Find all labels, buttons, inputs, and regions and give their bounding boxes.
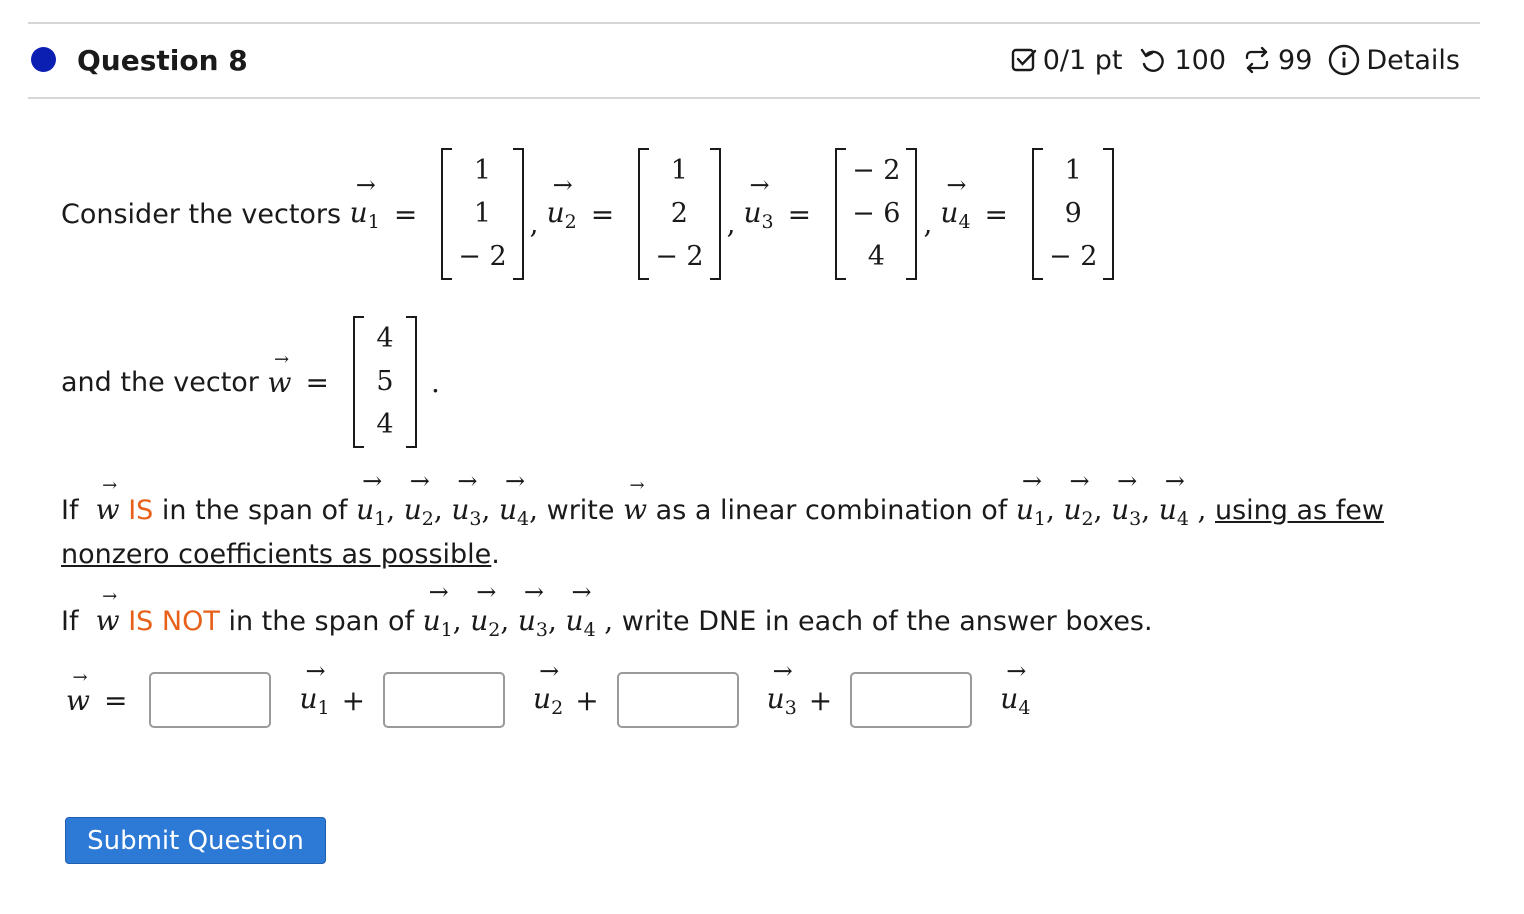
answer-row: → w = → $u_1$ + → $u_2$ + → $u_3$ + → $u_4$ — [66, 672, 1030, 728]
coefficient-input-1[interactable] — [149, 672, 271, 728]
u2-symbol: → $u_2$ — [533, 656, 564, 719]
matrix-entry: − 2 — [852, 155, 901, 186]
matrix-entry: 5 — [376, 366, 394, 397]
and-text: and the vector — [61, 366, 268, 398]
question-status-dot — [31, 47, 56, 72]
coefficient-input-3[interactable] — [617, 672, 739, 728]
points-text: 0/1 pt — [1042, 44, 1123, 76]
header-divider — [28, 97, 1480, 99]
top-divider — [28, 22, 1480, 24]
matrix-entry: 4 — [376, 409, 394, 440]
u3-symbol: → $u_3$ — [743, 170, 774, 233]
matrix-entry: 9 — [1064, 198, 1082, 229]
u3-matrix — [835, 148, 917, 280]
vectors-row: Consider the vectors → $u_1$ = 1 1 − 2 , → $u_2$ = 1 2 − 2 , → $u_3$ = − 2 − 6 4 , → $u_4$ = 1 9 − 2 — [61, 148, 1124, 280]
is-not-highlight: IS NOT — [128, 606, 220, 637]
matrix-entry: 2 — [670, 198, 688, 229]
question-meta — [1011, 44, 1460, 76]
emphasis-nonzero: nonzero coefficients as possible — [61, 539, 492, 570]
consider-text: Consider the vectors — [61, 198, 350, 230]
details-link[interactable]: Details — [1366, 44, 1460, 76]
u4-matrix — [1032, 148, 1114, 280]
u1-symbol: → $u_1$ — [349, 170, 380, 233]
u1-symbol: → $u_1$ — [299, 656, 330, 719]
instructions-not-span: If → w IS NOT in the span of → $u_1$, → $u_2$, → $u_3$, → $u_4$ , write DNE in each of the answer boxes. — [61, 578, 1153, 641]
matrix-entry: 4 — [867, 241, 885, 272]
u4-symbol: → $u_4$ — [1000, 656, 1031, 719]
w-symbol: → w — [66, 666, 90, 717]
retries-count: 100 — [1174, 44, 1227, 76]
undo-icon — [1138, 47, 1168, 73]
w-matrix — [353, 316, 417, 448]
matrix-entry: 1 — [1064, 155, 1082, 186]
coefficient-input-2[interactable] — [383, 672, 505, 728]
attempts-count: 99 — [1278, 44, 1313, 76]
u2-symbol: → $u_2$ — [546, 170, 577, 233]
is-highlight: IS — [128, 495, 154, 526]
u1-matrix — [441, 148, 523, 280]
w-symbol: → w — [267, 348, 292, 399]
u3-symbol: → $u_3$ — [766, 656, 797, 719]
matrix-entry: 4 — [376, 323, 394, 354]
submit-question-button[interactable]: Submit Question — [65, 817, 326, 864]
matrix-entry: 1 — [473, 198, 492, 229]
matrix-entry: 1 — [670, 155, 688, 186]
matrix-entry: − 2 — [458, 241, 507, 272]
u4-symbol: → $u_4$ — [940, 170, 971, 233]
u2-matrix — [638, 148, 720, 280]
matrix-entry: 1 — [473, 155, 492, 186]
matrix-entry: − 6 — [852, 198, 901, 229]
matrix-entry: − 2 — [655, 241, 704, 272]
instructions-is-span: If → w IS in the span of → $u_1$, → $u_2$, → $u_3$, → $u_4$, write → w as a linear combination of → $u_1$, → $u_2$, → $u_3$, → $u_4$ , using as few nonzero coefficients as possible. — [61, 467, 1384, 570]
emphasis-few: using as few — [1215, 495, 1384, 526]
checkbox-icon — [1011, 47, 1037, 73]
repeat-icon — [1242, 47, 1272, 73]
matrix-entry: − 2 — [1049, 241, 1098, 272]
question-title: Question 8 — [77, 44, 248, 77]
info-icon[interactable] — [1328, 44, 1360, 76]
coefficient-input-4[interactable] — [850, 672, 972, 728]
w-vector-row: and the vector → w = 4 5 4 . — [61, 316, 440, 448]
period: . — [430, 365, 440, 399]
